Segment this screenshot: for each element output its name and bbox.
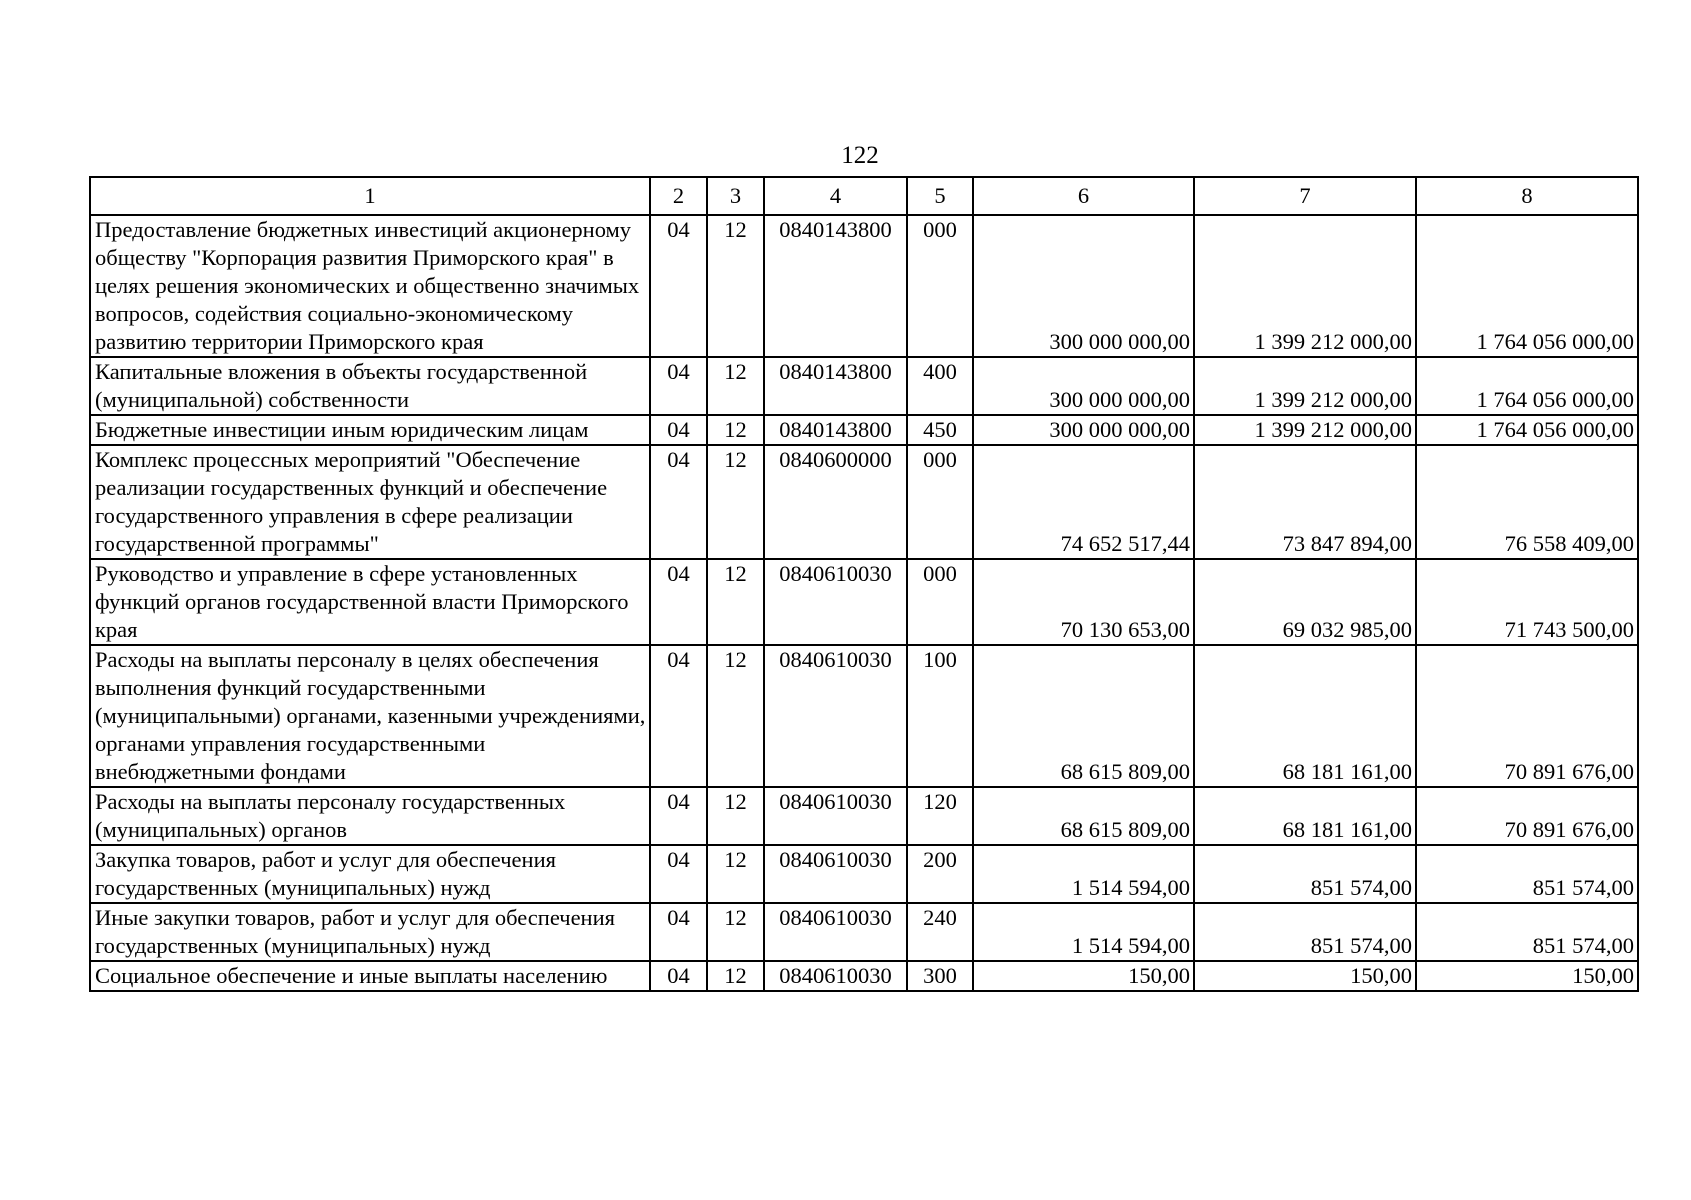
row-amount-7: 1 399 212 000,00	[1194, 415, 1416, 445]
row-name: Комплекс процессных мероприятий "Обеспечение реализации государственных функций и обеспечение государственного управления в сфере реализации государственной программы"	[90, 445, 650, 559]
row-amount-6: 300 000 000,00	[973, 215, 1194, 357]
row-name: Руководство и управление в сфере установленных функций органов государственной власти Приморского края	[90, 559, 650, 645]
row-target-code: 0840143800	[764, 415, 907, 445]
row-name: Закупка товаров, работ и услуг для обеспечения государственных (муниципальных) нужд	[90, 845, 650, 903]
page-number: 122	[841, 142, 879, 169]
row-amount-8: 1 764 056 000,00	[1416, 415, 1638, 445]
row-expense-type: 240	[907, 903, 973, 961]
row-target-code: 0840610030	[764, 645, 907, 787]
row-subsection: 12	[707, 961, 764, 991]
row-section: 04	[650, 845, 707, 903]
row-section: 04	[650, 961, 707, 991]
row-amount-7: 851 574,00	[1194, 845, 1416, 903]
table-row	[90, 357, 1638, 415]
row-subsection: 12	[707, 559, 764, 645]
row-expense-type: 200	[907, 845, 973, 903]
header-cell-4: 4	[764, 177, 907, 215]
row-name: Капитальные вложения в объекты государственной (муниципальной) собственности	[90, 357, 650, 415]
row-name: Социальное обеспечение и иные выплаты населению	[90, 961, 650, 991]
table-row	[90, 787, 1638, 845]
row-target-code: 0840143800	[764, 215, 907, 357]
row-amount-8: 1 764 056 000,00	[1416, 215, 1638, 357]
row-amount-8: 1 764 056 000,00	[1416, 357, 1638, 415]
row-section: 04	[650, 357, 707, 415]
row-section: 04	[650, 415, 707, 445]
row-subsection: 12	[707, 645, 764, 787]
row-expense-type: 400	[907, 357, 973, 415]
row-amount-6: 300 000 000,00	[973, 357, 1194, 415]
header-cell-8: 8	[1416, 177, 1638, 215]
table-row	[90, 961, 1638, 991]
header-cell-3: 3	[707, 177, 764, 215]
row-name: Расходы на выплаты персоналу в целях обеспечения выполнения функций государственными (муниципальными) органами, казенными учреждениями, органами управления государственными внебюджетными фондами	[90, 645, 650, 787]
row-amount-8: 71 743 500,00	[1416, 559, 1638, 645]
header-cell-5: 5	[907, 177, 973, 215]
row-amount-8: 70 891 676,00	[1416, 787, 1638, 845]
budget-table	[89, 176, 1639, 992]
row-amount-8: 150,00	[1416, 961, 1638, 991]
row-amount-8: 851 574,00	[1416, 903, 1638, 961]
header-cell-7: 7	[1194, 177, 1416, 215]
table-row	[90, 645, 1638, 787]
row-amount-7: 150,00	[1194, 961, 1416, 991]
row-target-code: 0840143800	[764, 357, 907, 415]
row-target-code: 0840610030	[764, 961, 907, 991]
row-expense-type: 000	[907, 559, 973, 645]
row-amount-6: 300 000 000,00	[973, 415, 1194, 445]
row-subsection: 12	[707, 903, 764, 961]
row-amount-6: 1 514 594,00	[973, 903, 1194, 961]
row-amount-7: 68 181 161,00	[1194, 645, 1416, 787]
row-target-code: 0840610030	[764, 787, 907, 845]
row-target-code: 0840610030	[764, 903, 907, 961]
row-amount-6: 74 652 517,44	[973, 445, 1194, 559]
row-expense-type: 000	[907, 445, 973, 559]
row-subsection: 12	[707, 845, 764, 903]
row-amount-7: 73 847 894,00	[1194, 445, 1416, 559]
row-expense-type: 120	[907, 787, 973, 845]
header-row	[90, 177, 1638, 215]
table-row	[90, 559, 1638, 645]
row-section: 04	[650, 445, 707, 559]
row-subsection: 12	[707, 445, 764, 559]
row-target-code: 0840600000	[764, 445, 907, 559]
row-subsection: 12	[707, 787, 764, 845]
row-section: 04	[650, 787, 707, 845]
row-amount-8: 76 558 409,00	[1416, 445, 1638, 559]
row-expense-type: 000	[907, 215, 973, 357]
row-amount-7: 1 399 212 000,00	[1194, 215, 1416, 357]
row-section: 04	[650, 215, 707, 357]
row-expense-type: 450	[907, 415, 973, 445]
row-name: Иные закупки товаров, работ и услуг для обеспечения государственных (муниципальных) нужд	[90, 903, 650, 961]
header-cell-6: 6	[973, 177, 1194, 215]
row-amount-7: 69 032 985,00	[1194, 559, 1416, 645]
row-name: Расходы на выплаты персоналу государственных (муниципальных) органов	[90, 787, 650, 845]
row-amount-6: 68 615 809,00	[973, 645, 1194, 787]
table-row	[90, 845, 1638, 903]
table-row	[90, 903, 1638, 961]
row-amount-8: 851 574,00	[1416, 845, 1638, 903]
row-amount-7: 1 399 212 000,00	[1194, 357, 1416, 415]
row-subsection: 12	[707, 357, 764, 415]
row-amount-6: 1 514 594,00	[973, 845, 1194, 903]
header-cell-1: 1	[90, 177, 650, 215]
row-amount-7: 851 574,00	[1194, 903, 1416, 961]
header-cell-2: 2	[650, 177, 707, 215]
table-row	[90, 215, 1638, 357]
row-amount-6: 68 615 809,00	[973, 787, 1194, 845]
row-name: Бюджетные инвестиции иным юридическим лицам	[90, 415, 650, 445]
row-target-code: 0840610030	[764, 559, 907, 645]
row-expense-type: 100	[907, 645, 973, 787]
row-section: 04	[650, 645, 707, 787]
table-row	[90, 415, 1638, 445]
row-amount-7: 68 181 161,00	[1194, 787, 1416, 845]
row-amount-8: 70 891 676,00	[1416, 645, 1638, 787]
table-body	[90, 215, 1638, 991]
row-amount-6: 150,00	[973, 961, 1194, 991]
row-amount-6: 70 130 653,00	[973, 559, 1194, 645]
row-section: 04	[650, 903, 707, 961]
row-target-code: 0840610030	[764, 845, 907, 903]
table-row	[90, 445, 1638, 559]
row-subsection: 12	[707, 415, 764, 445]
row-name: Предоставление бюджетных инвестиций акционерному обществу "Корпорация развития Приморского края" в целях решения экономических и общественно значимых вопросов, содействия социально-экономическому развитию территории Приморского края	[90, 215, 650, 357]
row-subsection: 12	[707, 215, 764, 357]
row-section: 04	[650, 559, 707, 645]
row-expense-type: 300	[907, 961, 973, 991]
